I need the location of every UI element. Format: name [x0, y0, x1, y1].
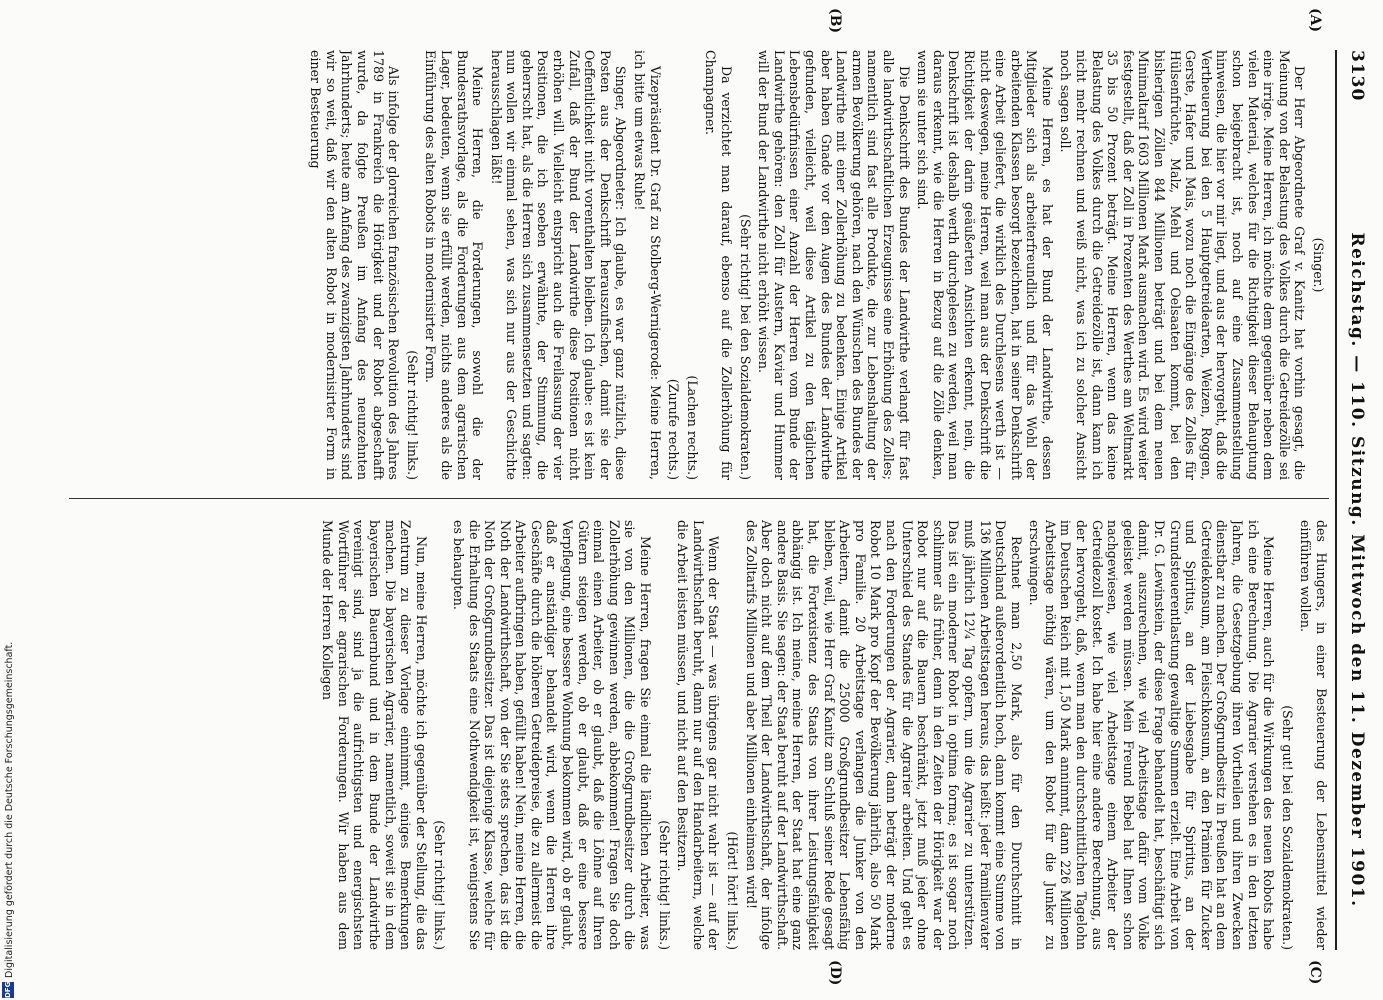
interjection: (Sehr gut! bei den Sozialdemokraten.) [1279, 705, 1295, 950]
paragraph: des Hungers, in einer Besteuerung der Lebensmittel wieder einführen wollen. [1298, 520, 1329, 950]
interjection: (Zurufe rechts.) [666, 378, 682, 480]
paragraph: Der Herr Abgeordnete Graf v. Kanitz hat vorhin gesagt, die Meinung von der Belastung des Volkes durch die Getreidezölle sei eine irrige. Meine Herren, ich möchte dem gegenüber neben dem vielen Material, welches für die Richtigkeit dieser Behauptung schon beigebracht ist, noch auf eine Zusammenstellung hinweisen, die hier vor mir liegt, und aus der hervorgeht, daß die Vertheuerung bei den 5 Hauptgetreidearten, Weizen, Roggen, Gerste, Hafer und Mais, wozu noch die Eingänge des Zolles für Hülsenfrüchte, Malz, Mehl und Oelsaaten kommt, bei den bisherigen Zöllen 844 Millionen beträgt und bei dem neuen Minimaltarif 1603 Millionen Mark ausmachen wird. Es wird weiter festgestellt, daß der Zoll in Prozenten des Werthes am Weltmarkt 35 bis 50 Prozent beträgt. Meine Herren, wenn das keine Belastung des Volkes durch die Getreidezölle ist, dann kann ich nicht mehr rechnen und weiß nicht, was ich zu solcher Ansicht noch sagen soll. [1058, 50, 1308, 480]
header-rule [1335, 50, 1337, 950]
president-line: Vizepräsident Dr. Graf zu Stolberg-Wernigerode: Meine Herren, ich bitte um etwas Ruhe! [632, 50, 663, 480]
paragraph: Meine Herren, die Forderungen, sowohl die der Bundesrathsvorlage, als die Forderungen aus dem agrarischen Lager, bedeuten, wenn sie erfüllt werden, nichts anderes als die Einführung des alten Robots in modernisirter Form. [423, 50, 486, 480]
paragraph: Singer, Abgeordneter: Ich glaube, es war ganz nützlich, diese Posten aus der Denkschrift herauszufischen, damit sie der Oeffentlichkeit nicht vorenthalten bleiben. Ich glaube: es ist kein Zufall, daß der Bund der Landwirthe diese Positionen nicht erhöhen will. Vielleicht entspricht auch die Freilassung der vier Positionen, die ich soeben erwähnte, der Stimmung, die geherrscht hat, als die Herren sich zusammensetzten und sagten: nun wollen wir einmal sehen, was sich nur aus der Geschichte herausschlagen läßt! [488, 50, 629, 480]
interjection: (Sehr richtig! links.) [432, 820, 448, 950]
paragraph: Meine Herren, fragen Sie einmal die ländlichen Arbeiter, was sie von den Millionen, die die Großgrundbesitzer durch die Zollerhöhung gewinnen werden, abbekommen! Fragen Sie doch einmal einen Arbeiter, ob er glaubt, daß die Löhne auf Ihren Gütern steigen werden, ob er glaubt, daß er eine bessere Verpflegung, eine bessere Wohnung bekommen wird, ob er glaubt, daß er anständiger behandelt wird, wenn die Herren ihre Geschäfte durch die höheren Getreidepreise, die zu allermeist die Arbeiter aufbringen haben, gefüllt haben! Nein, meine Herren, die Noth der Landwirthschaft, von der Sie stets sprechen, das ist die Noth der Großgrundbesitzer. Das ist diejenige Klasse, welche für die Erhaltung des Staats eine Nothwendigkeit ist, wenigstens Sie es behaupten. [450, 520, 654, 950]
margin-mark-c: (C) [1307, 960, 1323, 985]
margin-mark-a: (A) [1307, 8, 1323, 33]
paragraph: Wenn der Staat — was übrigens gar nicht wahr ist — auf der Landwirthschaft beruht, dann nur auf den Handarbeitern, welche die Arbeit leisten müssen, und nicht auf den Besitzern. [675, 520, 722, 950]
interjection: (Sehr richtig! links.) [404, 350, 420, 480]
paragraph: Die Denkschrift des Bundes der Landwirthe verlangt für fast alle landwirthschaftlichen Erzeugnisse eine Erhöhung des Zolles; namentlich sind fast alle Produkte, die zur Lebenshaltung der armen Bevölkerung gehören, nach den Wünschen des Bundes der Landwirthe mit einer Zollerhöhung zu bedenken. Einige Artikel aber haben Gnade vor den Augen des Bundes der Landwirthe gefunden, vielleicht, weil diese Artikel zu den täglichen Lebensbedürfnissen einer Anzahl der Herren vom Bunde der Landwirthe gehören: den Zoll für Austern, Kaviar und Hummer will der Bund der Landwirthe nicht erhöht wissen. [756, 50, 912, 480]
paragraph: Da verzichtet man darauf, ebenso auf die Zollerhöhung für Champagner. [703, 50, 735, 480]
page-number: 3130 [1347, 50, 1367, 102]
margin-mark-b: (B) [827, 8, 843, 34]
paragraph: Rechnet man 2,50 Mark, also für den Durchschnitt in Deutschland außerordentlich hoch, dann kommt eine Summe von 136 Millionen Arbeitstagen heraus, das heißt: jeder Familienvater muß jährlich 12¼ Tag opfern, um die Agrarier zu unterstützen. Das ist ein moderner Robot in optima forma; es ist sogar noch schlimmer als früher, denn in den Zeiten der Hörigkeit war der Robot nur auf die Bauern beschränkt, jetzt muß jeder ohne Unterschied des Standes für die Agrarier arbeiten. Und geht es nach den Forderungen der Agrarier, dann beträgt der moderne Robot 10 Mark pro Kopf der Bevölkerung jährlich, also 50 Mark pro Familie. 20 Arbeitstage verlangen die Junker von den Arbeitern, damit die 25000 Großgrundbesitzer Lebensfähig bleiben, weil, wie Herr Graf Kanitz am Schluß seiner Rede gesagt hat, die Fortexistenz des Staats von ihrer Leistungsfähigkeit abhängig ist. Ich meine, meine Herren, der Staat hat eine ganz andere Basis. Sie sagen: der Staat beruht auf der Landwirthschaft. Aber doch nicht auf dem Theil der Landwirthschaft, der infolge des Zolltarifs Millionen und aber Millionen einheimsen wird! [743, 520, 1024, 950]
digitization-credit [0, 0, 20, 1000]
paragraph: Meine Herren, es hat der Bund der Landwirthe, dessen Mitglieder sich als arbeiterfreundlich und für das Wohl der arbeitenden Klassen besorgt bezeichnen, hat in seiner Denkschrift eine Arbeit geliefert, die wirklich des Durchlesens werth ist — nicht deswegen, meine Herren, weil man aus der Denkschrift die Richtigkeit der darin geäußerten Ansichten erkennt, nein, die Denkschrift ist deshalb werth durchgelesen zu werden, weil man daraus erkennt, wie die Herren in Bezug auf die Zölle denken, wenn sie unter sich sind. [915, 50, 1055, 480]
speaker-tag: (Singer.) [1311, 237, 1326, 293]
running-title: Reichstag. — 110. Sitzung. Mittwoch den 11. Dezember 1901. [1347, 232, 1367, 908]
column-divider [69, 498, 1329, 499]
interjection: (Hört! hört! links.) [725, 831, 741, 950]
dfg-logo: DFG [4, 981, 12, 998]
interjection: (Sehr richtig! bei den Sozialdemokraten.) [737, 214, 753, 480]
paragraph: Nun, meine Herren, möchte ich gegenüber der Stellung, die das Zentrum zu dieser Vorlage einnimmt, einiges Bemerkungen machen. Die bayerischen Agrarier, namentlich, soweit sie in dem bayerischen Bauernbund und in dem Bunde der Landwirthe vereinigt sind, sind ja die aufrichtigsten und energischsten Wortführer der agrarischen Forderungen. Wir haben aus dem Munde der Herren Kollegen [320, 520, 429, 950]
margin-mark-d: (D) [827, 960, 843, 986]
credit-text: Digitalisierung gefördert durch die Deutsche Forschungsgemeinschaft. [4, 641, 15, 978]
right-text-column [69, 520, 1329, 950]
page-header [1339, 50, 1373, 950]
interjection: (Sehr richtig! links.) [656, 820, 672, 950]
interjection: (Lachen rechts.) [684, 375, 700, 480]
paragraph: Meine Herren, auch für die Wirkungen des neuen Robots habe ich eine Berechnung. Die Agrarier verstehen es in den letzten Jahren, die Gesetzgebung ihren Vortheilen und ihren Zwecken dienstbar zu machen. Der Großgrundbesitz in Preußen hat an dem Getreidekonsum, am Fleischkonsum, an den Prämien für Zucker und Spiritus, an der Liebesgabe für Spiritus, an der Grundsteuerentlastung gewaltige Summen erzielt. Eine Arbeit von Dr. G. Lewinstein, der diese Frage behandelt hat, beschäftigt sich damit, auszurechnen, wie viel Arbeitstage dafür vom Volke geleistet werden müssen. Mein Freund Bebel hat Ihnen schon nachgewiesen, wie viel Arbeitstage einem Arbeiter der Getreidezoll kostet. Ich habe hier eine andere Berechnung, aus der hervorgeht, daß, wenn man den durchschnittlichen Tagelohn im Deutschen Reich mit 1,50 Mark annimmt, dann 226 Millionen Arbeitstage nöthig wären, um den Robot für die Junker zu erschwingen. [1027, 520, 1277, 950]
paragraph: Als infolge der glorreichen französischen Revolution des Jahres 1789 in Frankreich die Hörigkeit und der Robot abgeschafft wurde, da folgte Preußen im Anfang des neunzehnten Jahrhunderts; heute am Anfang des zwanzigsten Jahrhunderts sind wir so weit, daß wir den alten Robot in modernisirter Form in einer Besteuerung [308, 50, 402, 480]
left-text-column [69, 50, 1329, 480]
